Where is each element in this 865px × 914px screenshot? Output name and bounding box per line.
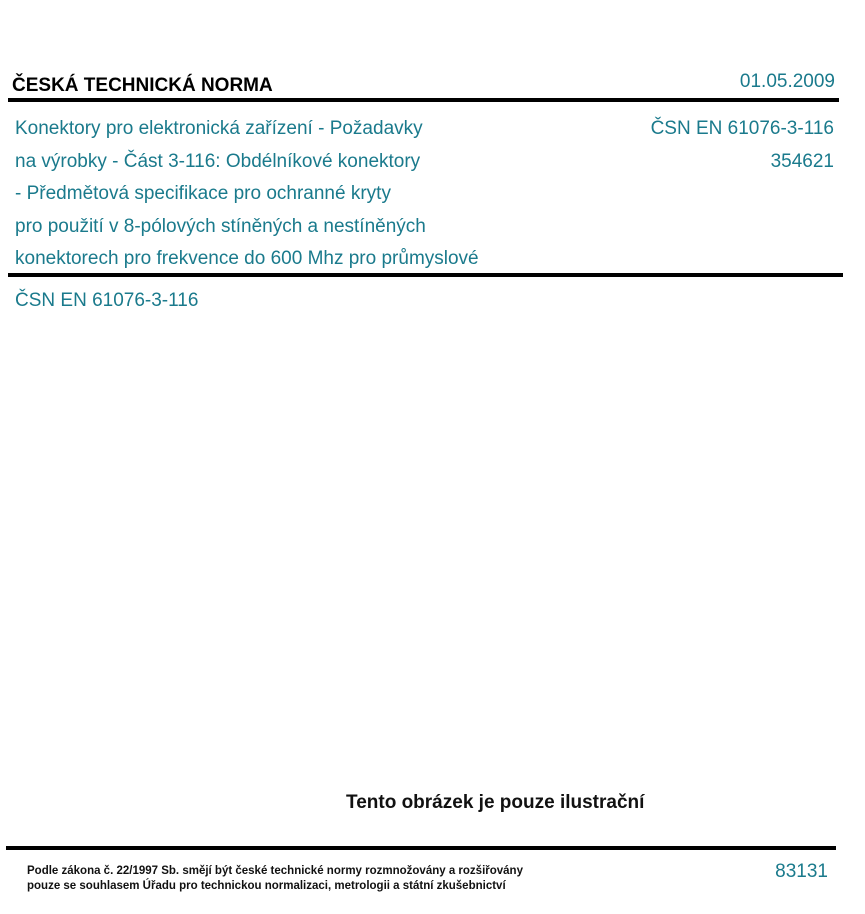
title-line: konektorech pro frekvence do 600 Mhz pro průmyslové <box>15 248 479 269</box>
law-line: pouze se souhlasem Úřadu pro technickou normalizaci, metrologii a státní zkušebnictví <box>27 880 506 892</box>
publication-date: 01.05.2009 <box>739 71 835 92</box>
illustration-note: Tento obrázek je pouze ilustrační <box>346 792 645 813</box>
title-line: - Předmětová specifikace pro ochranné kryty <box>15 183 391 204</box>
standard-reference: ČSN EN 61076-3-116 <box>15 290 199 311</box>
title-line: na výrobky - Část 3-116: Obdélníkové konektory <box>15 150 421 172</box>
class-number: 354621 <box>770 150 834 172</box>
copyright-notice <box>27 864 523 894</box>
standard-title <box>15 113 575 276</box>
standard-codes <box>651 113 834 178</box>
title-line: Konektory pro elektronická zařízení - Požadavky <box>15 118 423 139</box>
top-divider <box>8 98 839 102</box>
middle-divider <box>8 273 843 277</box>
norm-heading: ČESKÁ TECHNICKÁ NORMA <box>12 75 273 96</box>
document-number: 83131 <box>775 861 828 882</box>
standard-code: ČSN EN 61076-3-116 <box>650 118 834 139</box>
bottom-divider <box>6 846 836 850</box>
law-line: Podle zákona č. 22/1997 Sb. smějí být české technické normy rozmnožovány a rozšiřovány <box>27 865 523 877</box>
title-line: pro použití v 8-pólových stíněných a nestíněných <box>15 215 426 237</box>
